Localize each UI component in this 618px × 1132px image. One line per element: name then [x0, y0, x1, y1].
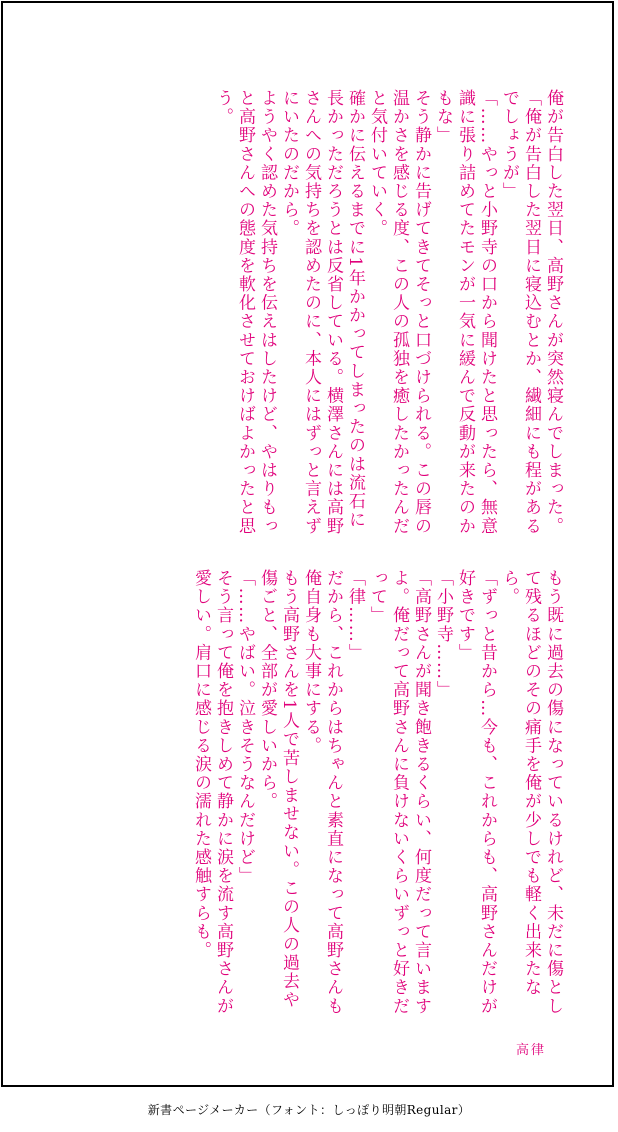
author-signature: 高律: [515, 1043, 546, 1058]
text-block-lower: もう既に過去の傷になっているけれど、未だに傷として残るほどのその痛手を俺が少しでも軽く出来たなら。 「ずっと昔から…今も、これからも、高野さんだけが好きです」 「小野寺……」 「高野さんが聞き飽きるくらい、何度だって言いますよ。俺だって高野さんに負けないくらいずっと好きだって」 「律……」 だから、これからはちゃんと素直になって高野さんも俺自身も大事にする。 もう高野さんを1人で苦しませない。この人の過去や傷ごと、全部が愛しいから。 「……やばい。泣きそうなんだけど」 そう言って俺を抱きしめて静かに涙を流す高野さんが愛しい。肩口に感じる涙の濡れた感触すらも。: [191, 569, 563, 1016]
footer-caption: 新書ページメーカー（フォント：しっぽり明朝Regular）: [147, 1103, 471, 1117]
book-page: [1, 1, 614, 1087]
text-block-upper: 俺が告白した翌日、高野さんが突然寝んでしまった。 「俺が告白した翌日に寝込むとか、繊細にも程があるでしょうが」 「……やっと小野寺の口から聞けたと思ったら、無意識に張り詰めてたモンが一気に緩んで反動が来たのかもな」 そう静かに告げてきてそっと口づけられる。この唇の温かさを感じる度、この人の孤独を癒したかったんだと気付いていく。 確かに伝えるまでに1年かかってしまったのは流石に長かっただろうとは反省している。横澤さんには高野さんへの気持ちを認めたのに、本人にはずっと言えずにいたのだから。 ようやく認めた気持ちを伝えはしたけど、やはりもっと高野さんへの態度を軟化させておけばよかったと思う。: [213, 89, 563, 536]
